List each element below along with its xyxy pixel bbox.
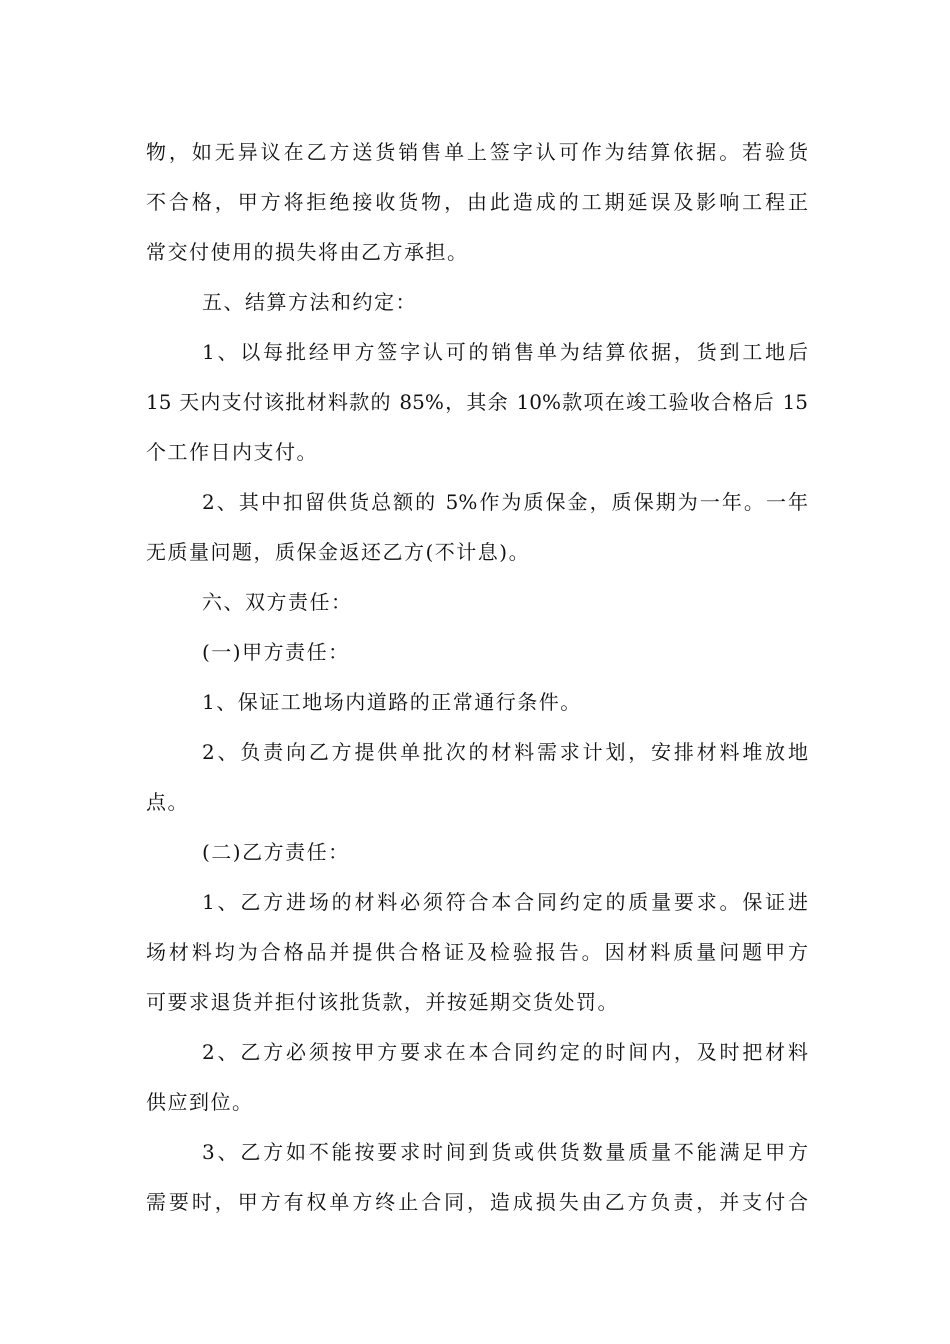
- subsection-heading: (一)甲方责任：: [202, 640, 350, 664]
- body-line: 物，如无异议在乙方送货销售单上签字认可作为结算依据。若验货: [146, 140, 808, 164]
- body-line: 15 天内支付该批材料款的 85%，其余 10%款项在竣工验收合格后 15: [146, 390, 808, 414]
- body-line: 不合格，甲方将拒绝接收货物，由此造成的工期延误及影响工程正: [146, 190, 808, 214]
- subsection-heading: (二)乙方责任：: [202, 840, 350, 864]
- body-line: 需要时，甲方有权单方终止合同，造成损失由乙方负责，并支付合: [146, 1190, 808, 1214]
- body-line: 可要求退货并拒付该批货款，并按延期交货处罚。: [146, 990, 619, 1014]
- body-line: 2、乙方必须按甲方要求在本合同约定的时间内，及时把材料: [202, 1040, 808, 1064]
- body-line: 供应到位。: [146, 1090, 254, 1114]
- body-line: 个工作日内支付。: [146, 440, 318, 464]
- body-line: 1、保证工地场内道路的正常通行条件。: [202, 690, 582, 714]
- body-line: 1、以每批经甲方签字认可的销售单为结算依据，货到工地后: [202, 340, 808, 364]
- body-line: 2、其中扣留供货总额的 5%作为质保金，质保期为一年。一年: [202, 490, 808, 514]
- section-heading: 六、双方责任：: [202, 590, 353, 614]
- body-line: 1、乙方进场的材料必须符合本合同约定的质量要求。保证进: [202, 890, 808, 914]
- body-line: 点。: [146, 790, 189, 814]
- body-line: 场材料均为合格品并提供合格证及检验报告。因材料质量问题甲方: [146, 940, 808, 964]
- body-line: 3、乙方如不能按要求时间到货或供货数量质量不能满足甲方: [202, 1140, 808, 1164]
- section-heading: 五、结算方法和约定：: [202, 290, 417, 314]
- body-line: 2、负责向乙方提供单批次的材料需求计划，安排材料堆放地: [202, 740, 808, 764]
- body-line: 无质量问题，质保金返还乙方(不计息)。: [146, 540, 531, 564]
- body-line: 常交付使用的损失将由乙方承担。: [146, 240, 469, 264]
